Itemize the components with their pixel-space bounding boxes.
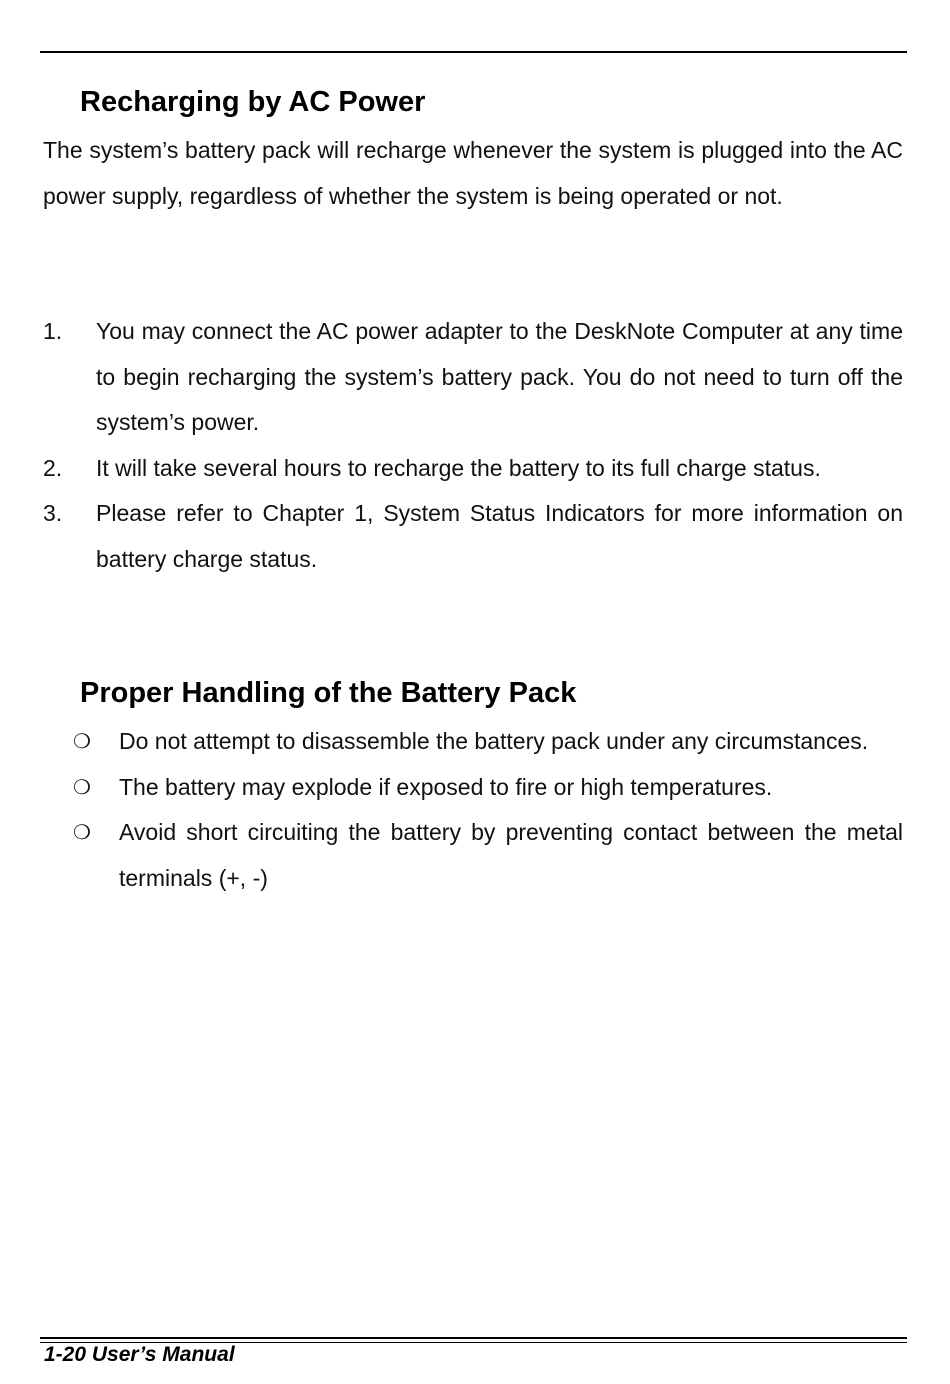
list-item-text: Do not attempt to disassemble the battery pack under any circumstances.	[119, 728, 869, 754]
section-heading-battery-handling: Proper Handling of the Battery Pack	[80, 677, 577, 709]
page-footer: 1-20 User’s Manual	[44, 1343, 235, 1366]
list-number: 2.	[43, 454, 63, 481]
list-item	[43, 765, 903, 811]
circle-bullet-icon: ❍	[73, 729, 91, 753]
section-heading-recharging: Recharging by AC Power	[80, 86, 426, 118]
list-item	[43, 446, 903, 492]
list-item-text: Please refer to Chapter 1, System Status Indicators for more information on battery charge status.	[96, 500, 903, 572]
intro-paragraph: The system’s battery pack will recharge whenever the system is plugged into the AC power supply, regardless of whether the system is being operated or not.	[43, 137, 903, 209]
header-rule	[40, 51, 907, 53]
numbered-list	[43, 309, 903, 582]
bullet-list	[43, 719, 903, 901]
circle-bullet-icon: ❍	[73, 820, 91, 844]
circle-bullet-icon: ❍	[73, 774, 91, 799]
list-item-text: The battery may explode if exposed to fire or high temperatures.	[119, 773, 773, 800]
list-item	[43, 719, 903, 765]
list-item	[43, 491, 903, 582]
list-number: 1.	[43, 318, 63, 344]
list-number: 3.	[43, 500, 63, 526]
footer-rule	[40, 1337, 907, 1339]
list-item-text: Avoid short circuiting the battery by preventing contact between the metal terminals (+, -)	[119, 819, 903, 891]
list-item-text: You may connect the AC power adapter to the DeskNote Computer at any time to begin recharging the system’s battery pack. You do not need to turn off the system’s power.	[96, 318, 903, 435]
list-item-text: It will take several hours to recharge the battery to its full charge status.	[96, 454, 821, 481]
list-item	[43, 309, 903, 446]
list-item	[43, 810, 903, 901]
